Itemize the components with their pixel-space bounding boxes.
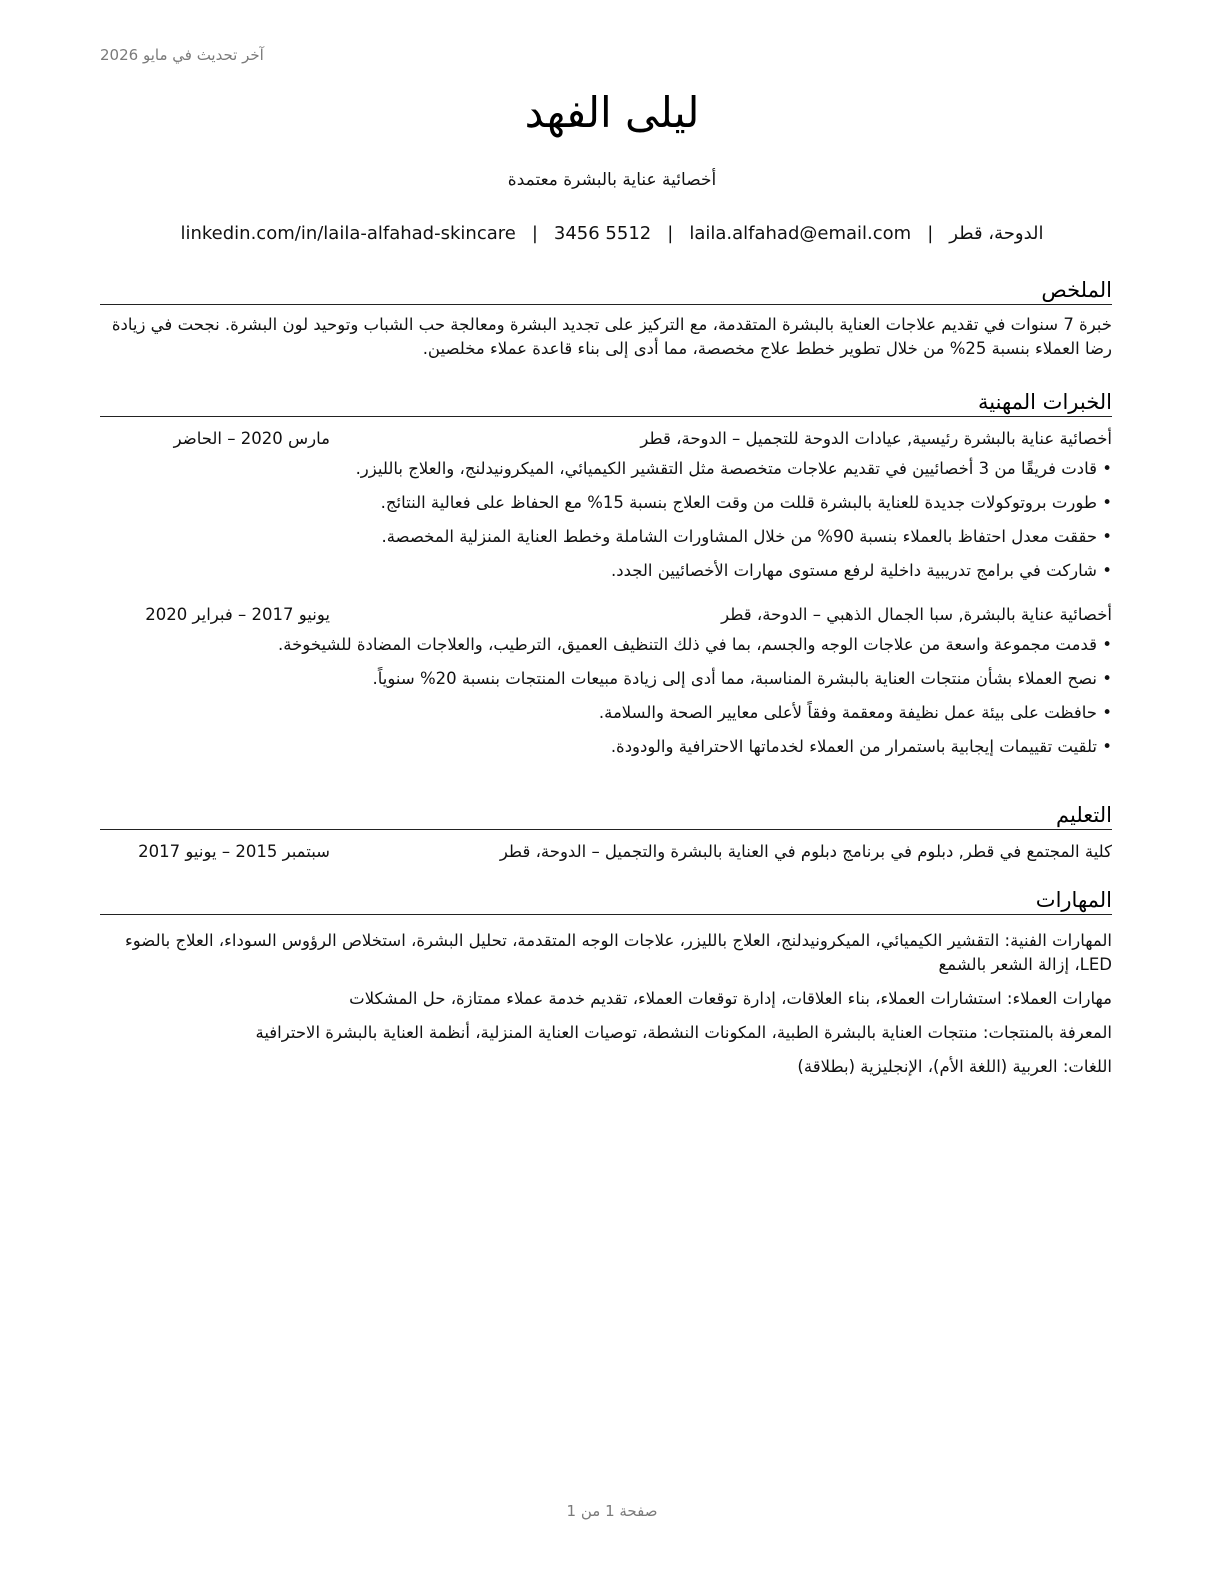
education-title: التعليم [100,803,1112,830]
education-section [100,803,1112,866]
skill-line: المهارات الفنية: التقشير الكيميائي، الميكرونيدلنج، العلاج بالليزر، علاجات الوجه المتقدمة، تحليل البشرة، استخلاص الرؤوس السوداء، العلاج بالضوء LED، إزالة الشعر بالشمع [125,931,1112,974]
education-heading: كلية المجتمع في قطر, دبلوم في برنامج دبلوم في العناية بالبشرة والتجميل – الدوحة، قطر [499,842,1112,861]
job-subtitle: أخصائية عناية بالبشرة معتمدة [507,170,717,190]
job-bullets [100,633,1112,759]
job-bullet: • طورت بروتوكولات جديدة للعناية بالبشرة قللت من وقت العلاج بنسبة 15% مع الحفاظ على فعالية النتائج. [100,491,1112,515]
last-updated: آخر تحديث في مايو 2026 [100,46,264,64]
skills-title: المهارات [100,888,1112,915]
job-bullet: • شاركت في برامج تدريبية داخلية لرفع مستوى مهارات الأخصائيين الجدد. [100,559,1112,583]
job-bullet: • حققت معدل احتفاظ بالعملاء بنسبة 90% من خلال المشاورات الشاملة وخطط العناية المنزلية المخصصة. [100,525,1112,549]
job-date: مارس 2020 – الحاضر [173,429,330,448]
contact-line [0,223,1224,244]
summary-section [100,278,1112,361]
skill-line: المعرفة بالمنتجات: منتجات العناية بالبشرة الطبية، المكونات النشطة، توصيات العناية المنزلية، أنظمة العناية بالبشرة الاحترافية [255,1023,1112,1042]
contact-separator: | [927,223,934,244]
summary-text: خبرة 7 سنوات في تقديم علاجات العناية بالبشرة المتقدمة، مع التركيز على تجديد البشرة ومعالجة حب الشباب وتوحيد لون البشرة. نجحت في زيادة رضا العملاء بنسبة 25% من خلال تطوير خطط علاج مخصصة، مما أدى إلى بناء قاعدة عملاء مخلصين. [111,315,1112,358]
job-bullets [100,457,1112,583]
contact-email[interactable]: laila.alfahad@email.com [689,223,912,244]
page-number: صفحة 1 من 1 [566,1502,658,1520]
education-header [100,842,1112,866]
candidate-name: ليلى الفهد [524,88,700,137]
job-date: يونيو 2017 – فبراير 2020 [145,605,330,624]
skill-line: مهارات العملاء: استشارات العملاء، بناء العلاقات، إدارة توقعات العملاء، تقديم خدمة عملاء ممتازة، حل المشكلات [349,989,1112,1008]
job-bullet: • نصح العملاء بشأن منتجات العناية بالبشرة المناسبة، مما أدى إلى زيادة مبيعات المنتجات بنسبة 20% سنوياً. [100,667,1112,691]
job-header [100,429,1112,453]
experience-section [100,390,1112,759]
summary-title: الملخص [100,278,1112,305]
job-bullet: • حافظت على بيئة عمل نظيفة ومعقمة وفقاً لأعلى معايير الصحة والسلامة. [100,701,1112,725]
education-date: سبتمبر 2015 – يونيو 2017 [138,842,330,861]
contact-separator: | [667,223,674,244]
job-header [100,605,1112,629]
contact-linkedin[interactable]: linkedin.com/in/laila-alfahad-skincare [180,223,516,244]
job-entry [100,429,1112,583]
job-entry [100,605,1112,759]
job-bullet: • تلقيت تقييمات إيجابية باستمرار من العملاء لخدماتها الاحترافية والودودة. [100,735,1112,759]
job-bullet: • قادت فريقًا من 3 أخصائيين في تقديم علاجات متخصصة مثل التقشير الكيميائي، الميكرونيدلنج، والعلاج بالليزر. [100,457,1112,481]
experience-title: الخبرات المهنية [100,390,1112,417]
skills-section [100,888,1112,1079]
contact-location: الدوحة، قطر [949,223,1044,244]
job-heading: أخصائية عناية بالبشرة, سبا الجمال الذهبي – الدوحة، قطر [721,605,1112,624]
skill-line: اللغات: العربية (اللغة الأم)، الإنجليزية (بطلاقة) [797,1057,1112,1076]
contact-phone: 3456 5512 [553,223,652,244]
job-heading: أخصائية عناية بالبشرة رئيسية, عيادات الدوحة للتجميل – الدوحة، قطر [640,429,1112,448]
job-bullet: • قدمت مجموعة واسعة من علاجات الوجه والجسم، بما في ذلك التنظيف العميق، الترطيب، والعلاجات المضادة للشيخوخة. [100,633,1112,657]
contact-separator: | [531,223,538,244]
